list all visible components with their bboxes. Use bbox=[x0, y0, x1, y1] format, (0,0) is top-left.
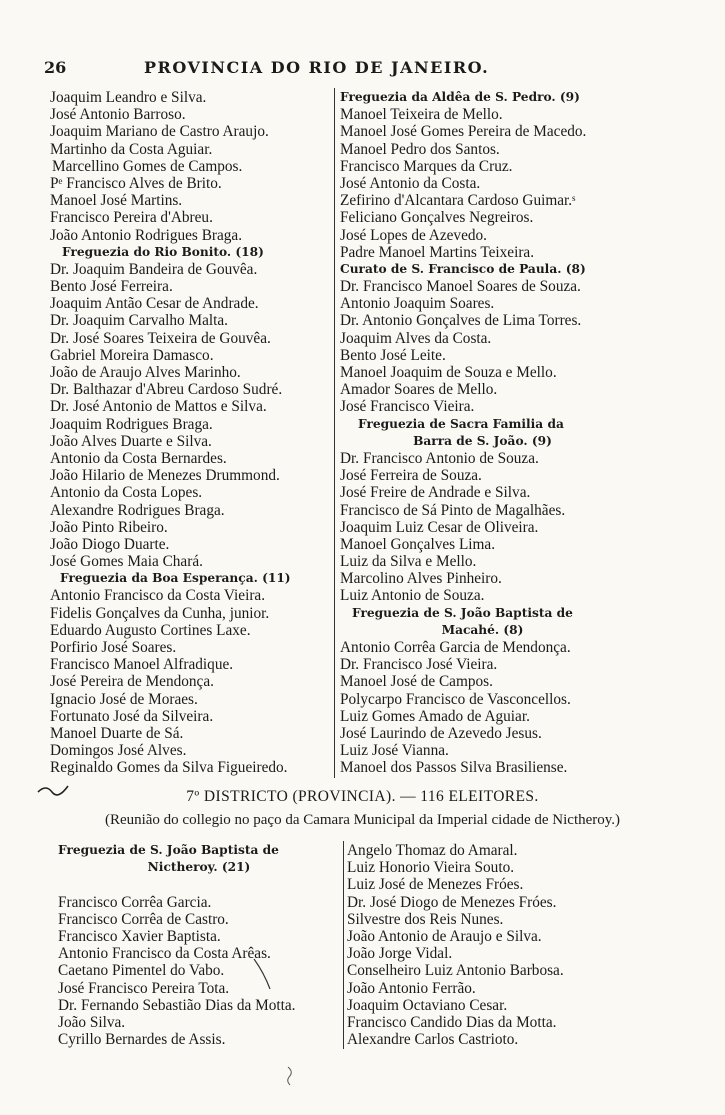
elector-name: Manoel José Gomes Pereira de Macedo. bbox=[340, 123, 587, 141]
top-left-column bbox=[50, 89, 332, 777]
elector-name: Eduardo Augusto Cortines Laxe. bbox=[50, 621, 251, 639]
elector-name: Reginaldo Gomes da Silva Figueiredo. bbox=[50, 759, 288, 777]
parish-heading: Barra de S. João. (9) bbox=[413, 433, 552, 448]
elector-name: João Hilario de Menezes Drummond. bbox=[50, 467, 280, 485]
elector-name: Manoel Teixeira de Mello. bbox=[340, 106, 503, 124]
elector-name: Dr. José Soares Teixeira de Gouvêa. bbox=[50, 329, 271, 347]
elector-name: José Ferreira de Souza. bbox=[340, 467, 482, 485]
elector-name: José Antonio Barroso. bbox=[50, 106, 186, 124]
elector-name: Luiz da Silva e Mello. bbox=[340, 553, 477, 571]
elector-name: Luiz Honorio Vieira Souto. bbox=[347, 859, 515, 877]
elector-name: Manoel Duarte de Sá. bbox=[50, 724, 184, 742]
elector-name: Angelo Thomaz do Amaral. bbox=[347, 842, 518, 859]
elector-name: Luiz Antonio de Souza. bbox=[340, 587, 485, 605]
elector-name: Dr. Francisco José Vieira. bbox=[340, 656, 498, 674]
elector-name: Dr. Francisco Manoel Soares de Souza. bbox=[340, 278, 581, 296]
elector-name: José Laurindo de Azevedo Jesus. bbox=[340, 724, 542, 742]
elector-name: Ignacio José de Moraes. bbox=[50, 690, 198, 708]
elector-name: Fidelis Gonçalves da Cunha, junior. bbox=[50, 604, 270, 622]
elector-name: Dr. Francisco Antonio de Souza. bbox=[340, 449, 539, 467]
elector-name: Antonio da Costa Lopes. bbox=[50, 484, 203, 502]
elector-name: Francisco Manoel Alfradique. bbox=[50, 656, 234, 674]
elector-name: Francisco Corrêa Garcia. bbox=[58, 893, 212, 911]
elector-name: Antonio Corrêa Garcia de Mendonça. bbox=[340, 639, 571, 656]
elector-name: Manoel Pedro dos Santos. bbox=[340, 140, 500, 158]
elector-name: Amador Soares de Mello. bbox=[340, 381, 498, 399]
bottom-left-column bbox=[58, 842, 340, 1048]
elector-name: Joaquim Antão Cesar de Andrade. bbox=[50, 295, 259, 313]
elector-name: Conselheiro Luiz Antonio Barbosa. bbox=[347, 962, 564, 980]
district-heading: 7º DISTRICTO (PROVINCIA). — 116 ELEITORES. bbox=[186, 788, 539, 805]
elector-name: Luiz Gomes Amado de Aguiar. bbox=[340, 707, 530, 725]
elector-name: Antonio Francisco da Costa Vieira. bbox=[50, 587, 266, 605]
elector-name: Joaquim Leandro e Silva. bbox=[50, 89, 207, 106]
elector-name: Cyrillo Bernardes de Assis. bbox=[58, 1031, 226, 1049]
page-number: 26 bbox=[44, 58, 67, 77]
elector-name: João Diogo Duarte. bbox=[50, 535, 170, 553]
elector-name: João Antonio de Araujo e Silva. bbox=[347, 927, 542, 945]
elector-name: Alexandre Carlos Castrioto. bbox=[347, 1031, 519, 1049]
elector-name: João de Araujo Alves Marinho. bbox=[50, 364, 241, 381]
elector-name: Alexandre Rodrigues Braga. bbox=[50, 501, 225, 519]
elector-name: Francisco Candido Dias da Motta. bbox=[347, 1013, 557, 1031]
elector-name: José Pereira de Mendonça. bbox=[50, 673, 214, 691]
elector-name: José Francisco Vieira. bbox=[340, 398, 475, 416]
elector-name: Francisco Corrêa de Castro. bbox=[58, 910, 229, 928]
elector-name: Dr. Antonio Gonçalves de Lima Torres. bbox=[340, 312, 582, 330]
elector-name: Dr. Balthazar d'Abreu Cardoso Sudré. bbox=[50, 381, 283, 399]
elector-name: Dr. Joaquim Carvalho Malta. bbox=[50, 312, 229, 330]
parish-heading: Freguezia de S. João Baptista de bbox=[352, 605, 573, 620]
parish-heading: Freguezia da Aldêa de S. Pedro. (9) bbox=[340, 90, 580, 104]
parish-heading: Freguezia da Boa Esperança. (11) bbox=[60, 571, 291, 586]
page-title: PROVINCIA DO RIO DE JANEIRO. bbox=[144, 58, 490, 77]
column-divider-top bbox=[334, 88, 335, 778]
parish-heading: Freguezia de Sacra Familia da bbox=[358, 416, 564, 431]
elector-name: João Antonio Rodrigues Braga. bbox=[50, 226, 243, 244]
elector-name: Francisco Marques da Cruz. bbox=[340, 157, 513, 175]
elector-name: Dr. José Diogo de Menezes Fróes. bbox=[347, 893, 557, 911]
bottom-right-column bbox=[347, 842, 647, 1048]
elector-name: Manoel José Martins. bbox=[50, 192, 183, 210]
elector-name: José Freire de Andrade e Silva. bbox=[340, 484, 531, 502]
top-right-column bbox=[340, 89, 625, 777]
parish-heading: Macahé. (8) bbox=[441, 622, 524, 637]
elector-name: Pᵉ Francisco Alves de Brito. bbox=[50, 174, 222, 192]
ink-mark bbox=[34, 778, 74, 804]
elector-name: José Francisco Pereira Tota. bbox=[58, 979, 230, 997]
elector-name: Zefirino d'Alcantara Cardoso Guimar.ˢ bbox=[340, 192, 576, 210]
elector-name: Joaquim Luiz Cesar de Oliveira. bbox=[340, 518, 539, 536]
elector-name: Manoel Gonçalves Lima. bbox=[340, 535, 496, 553]
elector-name: João Alves Duarte e Silva. bbox=[50, 432, 212, 450]
elector-name: Porfirio José Soares. bbox=[50, 639, 177, 656]
elector-name: José Gomes Maia Chará. bbox=[50, 553, 203, 571]
elector-name: Antonio Francisco da Costa Arêas. bbox=[58, 945, 271, 963]
elector-name: Francisco Xavier Baptista. bbox=[58, 927, 221, 945]
elector-name: Bento José Leite. bbox=[340, 346, 446, 364]
elector-name: João Antonio Ferrão. bbox=[347, 979, 476, 997]
parish-heading: Freguezia de S. João Baptista de bbox=[58, 843, 279, 857]
elector-name: João Silva. bbox=[58, 1013, 126, 1031]
elector-name: Antonio Joaquim Soares. bbox=[340, 295, 495, 313]
elector-name: João Pinto Ribeiro. bbox=[50, 518, 168, 536]
elector-name: José Antonio da Costa. bbox=[340, 174, 481, 192]
elector-name: Joaquim Rodrigues Braga. bbox=[50, 415, 213, 433]
ink-stroke bbox=[250, 955, 280, 995]
elector-name: Luiz José de Menezes Fróes. bbox=[347, 876, 524, 894]
college-meeting-note: (Reunião do collegio no paço da Camara Municipal da Imperial cidade de Nictheroy.) bbox=[104, 812, 621, 828]
elector-name: Domingos José Alves. bbox=[50, 742, 187, 760]
elector-name: João Jorge Vidal. bbox=[347, 945, 453, 963]
elector-name: Dr. José Antonio de Mattos e Silva. bbox=[50, 398, 267, 416]
page-header bbox=[44, 58, 684, 82]
elector-name: Padre Manoel Martins Teixeira. bbox=[340, 243, 535, 261]
elector-name: Marcellino Gomes de Campos. bbox=[52, 157, 243, 175]
elector-name: José Lopes de Azevedo. bbox=[340, 226, 487, 244]
elector-name: Silvestre dos Reis Nunes. bbox=[347, 910, 504, 928]
elector-name: Bento José Ferreira. bbox=[50, 278, 173, 296]
ink-stroke-footer bbox=[282, 1064, 298, 1088]
elector-name bbox=[58, 876, 340, 893]
elector-name: Dr. Fernando Sebastião Dias da Motta. bbox=[58, 996, 296, 1014]
elector-name: Antonio da Costa Bernardes. bbox=[50, 449, 227, 467]
elector-name: Manoel dos Passos Silva Brasiliense. bbox=[340, 759, 568, 777]
elector-name: Francisco Pereira d'Abreu. bbox=[50, 209, 213, 227]
elector-name: Joaquim Mariano de Castro Araujo. bbox=[50, 123, 269, 141]
elector-name: Caetano Pimentel do Vabo. bbox=[58, 962, 225, 980]
elector-name: Feliciano Gonçalves Negreiros. bbox=[340, 209, 534, 227]
elector-name: Martinho da Costa Aguiar. bbox=[50, 140, 213, 158]
elector-name: Manoel Joaquim de Souza e Mello. bbox=[340, 364, 557, 381]
elector-name: Polycarpo Francisco de Vasconcellos. bbox=[340, 690, 571, 708]
elector-name: Manoel José de Campos. bbox=[340, 673, 493, 691]
elector-name: Francisco de Sá Pinto de Magalhães. bbox=[340, 501, 566, 519]
elector-name: Gabriel Moreira Damasco. bbox=[50, 346, 214, 364]
parish-heading: Freguezia do Rio Bonito. (18) bbox=[62, 244, 264, 259]
elector-name: Dr. Joaquim Bandeira de Gouvêa. bbox=[50, 260, 258, 278]
elector-name: Joaquim Octaviano Cesar. bbox=[347, 996, 508, 1014]
elector-name: Marcolino Alves Pinheiro. bbox=[340, 570, 502, 588]
elector-name: Luiz José Vianna. bbox=[340, 742, 449, 760]
column-divider-bottom bbox=[343, 841, 344, 1049]
parish-heading: Curato de S. Francisco de Paula. (8) bbox=[340, 261, 586, 276]
elector-name: Fortunato José da Silveira. bbox=[50, 707, 214, 725]
elector-name: Joaquim Alves da Costa. bbox=[340, 329, 492, 347]
parish-heading: Nictheroy. (21) bbox=[147, 860, 251, 875]
